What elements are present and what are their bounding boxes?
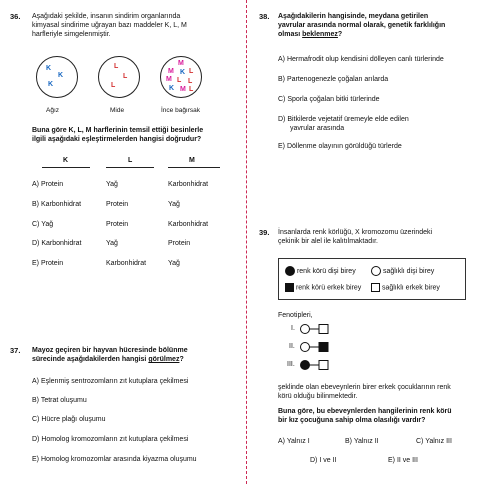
legend-label: renk körü erkek birey [295,284,362,292]
option-e[interactable]: E) Protein [32,260,64,267]
option-a-l: Yağ [106,181,118,188]
legend-healthy-male [371,283,440,292]
q39-text-line2: çekinik bir alel ile kalıtılmaktadır. [278,238,378,245]
q37-text-line1: Mayoz geçiren bir hayvan hücresinde bölünme [32,347,188,354]
option-d-l: Yağ [106,240,118,247]
legend-label: sağlıklı dişi birey [382,267,435,275]
small-intestine-circle [160,56,202,98]
q37-keyword: görülmez [148,356,180,363]
q38-option-a[interactable]: A) Hermafrodit olup kendisini dölleyen canlı türlerinde [278,56,444,63]
q38-option-b[interactable]: B) Partenogenezle çoğalan arılarda [278,76,389,83]
option-c-m: Karbonhidrat [168,221,209,228]
q38-option-d[interactable]: D) Bitkilerde vejetatif üremeyle elde edilen [278,116,409,123]
q39-after-line1: şeklinde olan ebeveynlerin birer erkek çocuklarının renk [278,384,451,391]
legend-box [278,258,466,300]
option-a-m: Karbonhidrat [168,181,209,188]
letter-k: K [180,69,186,76]
q36-question-line2: ilgili aşağıdaki eşleştirmelerden hangisi doğrudur? [32,136,202,143]
legend-colorblind-male [285,283,361,292]
q39-option-d[interactable]: D) I ve II [310,457,337,464]
q37-number: 37. [10,346,21,355]
q37-option-d[interactable]: D) Homolog kromozomların zıt kutuplara çekilmesi [32,436,189,443]
q39-option-a[interactable]: A) Yalnız I [278,438,310,445]
column-divider [246,0,247,484]
header-underline [106,167,154,168]
female-healthy-icon [301,325,310,334]
male-healthy-icon [319,361,328,370]
column-header-l: L [128,157,133,164]
letter-m: M [168,68,174,75]
q36-intro-line2: kimyasal sindirime uğrayan bazı maddeler K, L, M [32,22,187,29]
male-colorblind-icon [319,343,328,352]
option-c-l: Protein [106,221,129,228]
empty-circle-icon [371,266,381,276]
letter-l: L [189,86,194,93]
option-e-l: Karbonhidrat [106,260,147,267]
q39-question-line2: bir kız çocuğuna sahip olma olasılığı vardır? [278,417,426,424]
male-healthy-icon [319,325,328,334]
letter-l: L [111,82,116,89]
legend-healthy-female [371,266,434,276]
q39-question-line1: Buna göre, bu ebeveynlerden hangilerinin renk körü [278,408,452,415]
q39-number: 39. [259,228,270,237]
letter-l: L [123,73,128,80]
female-healthy-icon [301,343,310,352]
option-e-m: Yağ [168,260,180,267]
legend-colorblind-female [285,266,356,276]
q37-text-line2 [32,355,184,364]
organ-label-small-intestine: İnce bağırsak [161,107,201,114]
letter-k: K [48,81,54,88]
q38-text-line3 [278,30,342,39]
letter-m: M [166,76,172,83]
option-b[interactable]: B) Karbonhidrat [32,201,82,208]
parent-pair-ii [299,341,333,353]
generation-label-ii: II. [289,343,295,350]
q36-question-line1: Buna göre K, L, M harflerinin temsil ettiği besinlerle [32,127,204,134]
filled-square-icon [285,283,294,292]
letter-k: K [58,72,64,79]
q39-option-e[interactable]: E) II ve III [388,457,418,464]
q37-option-b[interactable]: B) Tetrat oluşumu [32,397,87,404]
q37-option-c[interactable]: C) Hücre plağı oluşumu [32,416,106,423]
mouth-circle [36,56,78,98]
q39-option-b[interactable]: B) Yalnız II [345,438,379,445]
q37-text-part: sürecinde aşağıdakilerden hangisi [32,356,149,363]
letter-m: M [180,86,186,93]
letter-l: L [177,77,182,84]
q38-text-end: ? [337,31,343,38]
q38-option-c[interactable]: C) Sporla çoğalan bitki türlerinde [278,96,380,103]
column-header-k: K [63,157,69,164]
legend-label: renk körü dişi birey [296,267,356,275]
option-c[interactable]: C) Yağ [32,221,54,228]
parent-pair-i [299,323,333,335]
option-d[interactable]: D) Karbonhidrat [32,240,82,247]
column-header-m: M [189,157,195,164]
option-a[interactable]: A) Protein [32,181,64,188]
q36-number: 36. [10,12,21,21]
letter-l: L [188,78,193,85]
q38-option-e[interactable]: E) Döllenme olayının görüldüğü türlerde [278,143,402,150]
generation-label-iii: III. [287,361,295,368]
letter-l: L [114,63,119,70]
parent-pair-iii [299,359,333,371]
legend-label: sağlıklı erkek birey [381,284,440,292]
organ-label-mouth: Ağız [46,107,60,114]
q37-option-e[interactable]: E) Homolog kromozomlar arasında kiyazma oluşumu [32,456,197,463]
phenotype-label: Fenotipleri, [278,312,313,319]
q37-option-a[interactable]: A) Eşlenmiş sentrozomların zıt kutuplara çekilmesi [32,378,189,385]
q36-intro-line3: harfleriyle simgelenmiştir. [32,31,111,38]
option-d-m: Protein [168,240,191,247]
q36-intro-line1: Aşağıdaki şekilde, insanın sindirim organlarında [32,13,181,20]
letter-k: K [46,65,52,72]
option-b-m: Yağ [168,201,180,208]
female-colorblind-icon [301,361,310,370]
filled-circle-icon [285,266,295,276]
q38-text-part: olması [278,31,303,38]
q38-text-line1: Aşağıdakilerin hangisinde, meydana getirilen [278,13,429,20]
q38-number: 38. [259,12,270,21]
empty-square-icon [371,283,380,292]
q39-text-line1: İnsanlarda renk körlüğü, X kromozomu üzerindeki [278,229,433,236]
letter-m: M [178,60,184,67]
stomach-circle [98,56,140,98]
organ-label-stomach: Mide [110,107,125,114]
header-underline [42,167,90,168]
letter-k: K [169,85,175,92]
q39-option-c[interactable]: C) Yalnız III [416,438,452,445]
generation-label-i: I. [291,325,295,332]
q37-text-end: ? [179,356,184,363]
option-b-l: Protein [106,201,129,208]
q38-option-d-cont: yavrular arasında [290,125,345,132]
q39-after-line2: körü olduğu bilinmektedir. [278,393,358,400]
q38-keyword: beklenmez [302,31,338,38]
q38-text-line2: yavrular arasında normal olarak, genetik farklılığın [278,22,446,29]
letter-l: L [189,68,194,75]
header-underline [168,167,220,168]
